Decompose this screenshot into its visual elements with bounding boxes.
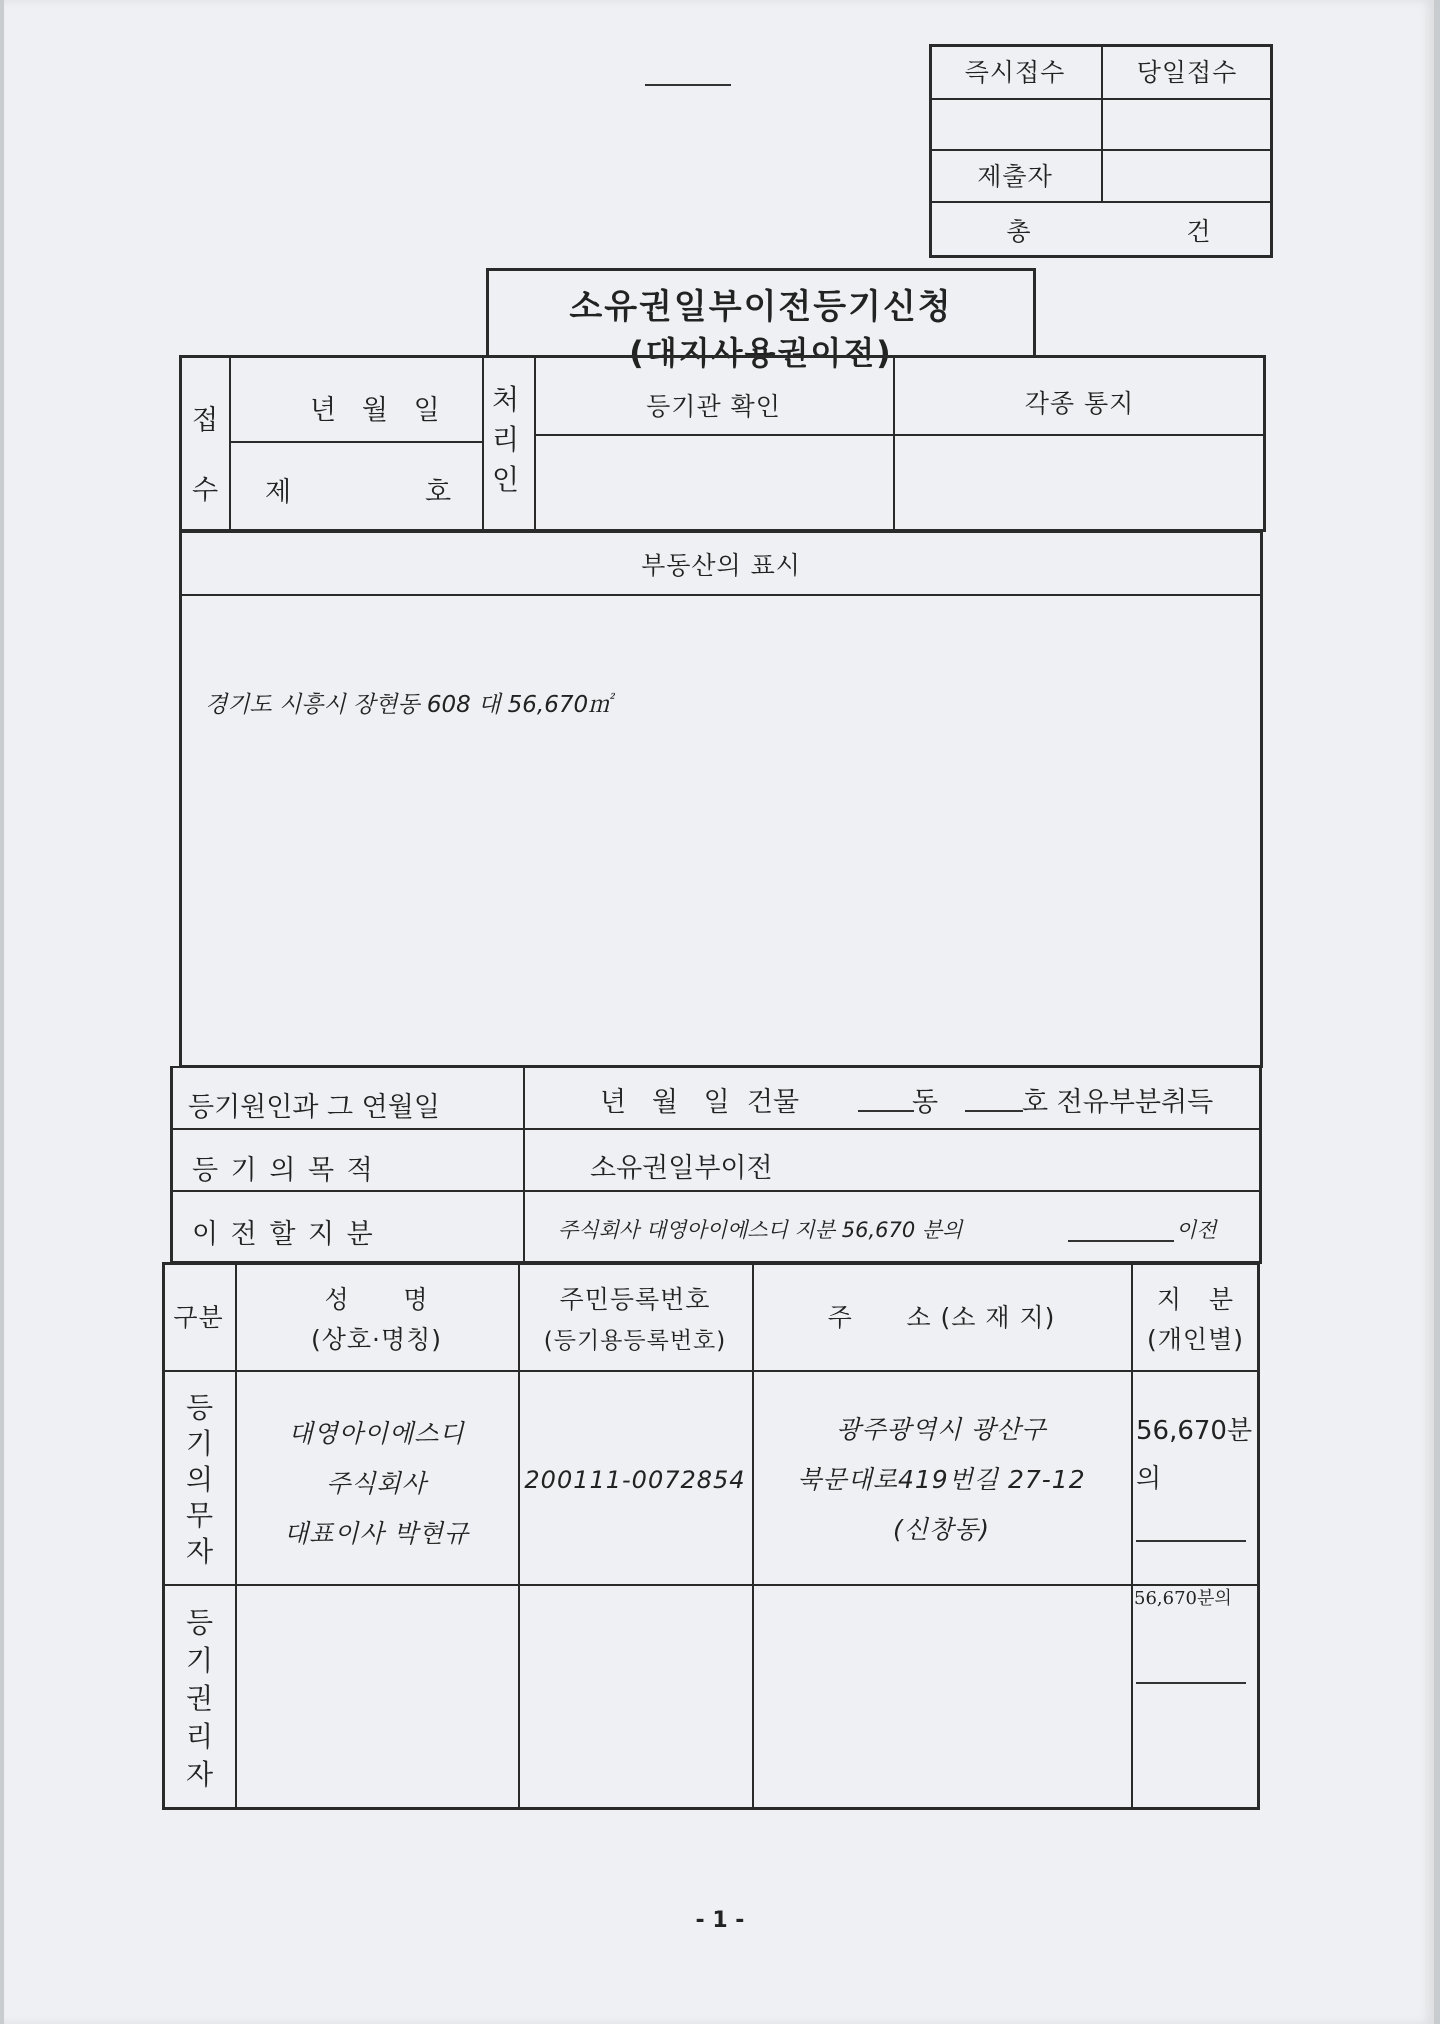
immediate-receipt-label: 즉시접수: [964, 58, 1066, 87]
intake-date-label: 년 월 일: [310, 395, 440, 426]
obligor-address-line3: (신창동): [893, 1515, 990, 1544]
title-box: [486, 268, 1036, 372]
obligor-name-line2: 주식회사: [326, 1469, 427, 1498]
form-subtitle: (대지사용권이전): [629, 334, 893, 372]
col-type-header: 구분: [173, 1303, 224, 1332]
submitter-field[interactable]: [1101, 149, 1273, 201]
total-label: 총: [1006, 216, 1032, 246]
share-label: 이 전 할 지 분: [192, 1219, 375, 1250]
cause-label: 등기원인과 그 연월일: [188, 1092, 440, 1123]
count-unit-label: 건: [1186, 216, 1212, 246]
processing-label: [492, 380, 519, 500]
cause-ho-blank[interactable]: [965, 1110, 1023, 1112]
holder-char-3: 권: [186, 1682, 214, 1715]
obligor-name-line3: 대표이사 박현규: [284, 1519, 469, 1548]
obligor-char-2: 기: [186, 1427, 214, 1460]
obligor-share-blank[interactable]: [1136, 1540, 1246, 1542]
col-share-subheader: (개인별): [1147, 1325, 1244, 1354]
col-name-header: 성 명: [324, 1285, 429, 1314]
holder-share-blank[interactable]: [1136, 1682, 1246, 1684]
intake-number-suffix: 호: [425, 477, 452, 508]
holder-share-line1: 56,670분의: [1134, 1588, 1232, 1609]
holder-address-field[interactable]: [754, 1586, 1129, 1808]
holder-id-field[interactable]: [520, 1586, 750, 1808]
submitter-label: 제출자: [977, 162, 1053, 191]
purpose-value: 소유권일부이전: [590, 1153, 773, 1184]
obligor-name-line1: 대영아이에스디: [288, 1419, 465, 1448]
intake-number-prefix: 제: [265, 477, 292, 508]
property-heading: 부동산의 표시: [641, 551, 801, 580]
holder-char-4: 리: [186, 1720, 214, 1753]
col-name-subheader: (상호·명칭): [310, 1325, 443, 1354]
top-mark-line: [645, 84, 731, 86]
col-id-header: 주민등록번호: [559, 1285, 711, 1314]
page-number: - 1 -: [695, 1908, 745, 1933]
purpose-label: 등 기 의 목 적: [192, 1155, 375, 1186]
obligor-char-4: 무: [186, 1499, 214, 1532]
notices-field[interactable]: [895, 436, 1264, 530]
process-char-3: 인: [492, 463, 520, 496]
obligor-char-5: 자: [186, 1535, 214, 1568]
share-blank[interactable]: [1068, 1240, 1174, 1242]
cause-dong: 동: [912, 1087, 939, 1118]
registrar-check-field[interactable]: [536, 436, 891, 530]
holder-char-2: 기: [186, 1644, 214, 1677]
holder-char-5: 자: [186, 1758, 214, 1791]
obligor-label: [186, 1390, 213, 1570]
col-share-header: 지 분: [1156, 1285, 1235, 1314]
notices-label: 각종 통지: [1024, 389, 1135, 418]
col-address-header: 주 소 (소 재 지): [827, 1303, 1056, 1332]
intake-label-a: 접: [192, 405, 219, 436]
process-char-1: 처: [492, 383, 520, 416]
registrar-check-label: 등기관 확인: [646, 392, 781, 421]
process-char-2: 리: [492, 423, 520, 456]
immediate-receipt-field[interactable]: [929, 98, 1101, 149]
obligor-share-line1: 56,670분: [1136, 1416, 1253, 1446]
obligor-share-line2: 의: [1136, 1464, 1162, 1494]
obligor-char-3: 의: [186, 1463, 214, 1496]
share-value-suffix: 이전: [1176, 1218, 1217, 1242]
cause-ho: 호 전유부분취득: [1022, 1087, 1214, 1118]
intake-label-b: 수: [192, 475, 219, 506]
cause-dong-blank[interactable]: [858, 1110, 914, 1112]
obligor-address-line1: 광주광역시 광산구: [836, 1415, 1047, 1444]
holder-label: [186, 1604, 213, 1794]
col-id-subheader: (등기용등록번호): [543, 1327, 727, 1354]
holder-name-field[interactable]: [237, 1586, 516, 1808]
receipt-box: [929, 44, 1273, 258]
obligor-address-line2: 북문대로419번길 27-12: [797, 1465, 1086, 1494]
holder-char-1: 등: [186, 1606, 214, 1639]
same-day-receipt-label: 당일접수: [1136, 58, 1238, 87]
property-description: 경기도 시흥시 장현동 608 대 56,670㎡: [205, 692, 612, 718]
form-title: 소유권일부이전등기신청: [569, 287, 953, 327]
obligor-id-number: 200111-0072854: [524, 1466, 746, 1494]
obligor-char-1: 등: [186, 1391, 214, 1424]
same-day-receipt-field[interactable]: [1101, 98, 1273, 149]
share-value-prefix: 주식회사 대영아이에스디 지분 56,670 분의: [558, 1218, 963, 1242]
cause-date: 년 월 일 건물: [600, 1087, 800, 1118]
